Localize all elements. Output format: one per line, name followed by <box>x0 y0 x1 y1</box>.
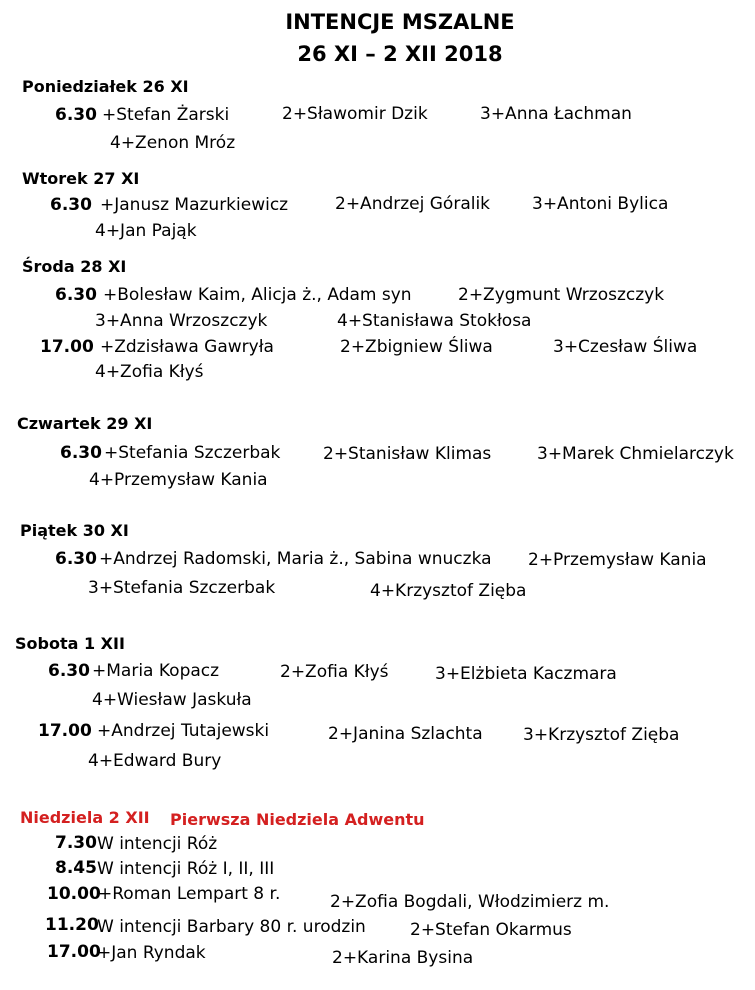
intention: 3+Anna Łachman <box>480 104 632 124</box>
intention: +Bolesław Kaim, Alicja ż., Adam syn <box>103 285 412 305</box>
intention: 2+Janina Szlachta <box>328 724 483 744</box>
day-heading-thursday: Czwartek 29 XI <box>17 414 153 433</box>
mass-time: 17.00 <box>38 721 92 741</box>
intention: 2+Sławomir Dzik <box>282 104 428 124</box>
day-heading-saturday: Sobota 1 XII <box>15 634 125 653</box>
day-heading-tuesday: Wtorek 27 XI <box>22 169 140 188</box>
intention: +Maria Kopacz <box>92 661 220 681</box>
mass-time: 6.30 <box>55 105 97 125</box>
intention: +Roman Lempart 8 r. <box>98 884 281 904</box>
mass-time: 10.00 <box>47 884 101 904</box>
day-heading-wednesday: Środa 28 XI <box>22 257 127 276</box>
intention: 2+Zofia Bogdali, Włodzimierz m. <box>330 892 610 912</box>
intention: 3+Marek Chmielarczyk <box>537 444 734 464</box>
intention: 2+Zygmunt Wrzoszczyk <box>458 285 665 305</box>
intention: 3+Krzysztof Zięba <box>523 725 680 745</box>
intention: 4+Krzysztof Zięba <box>370 581 527 601</box>
mass-time: 11.20 <box>45 915 99 935</box>
intention: W intencji Róż I, II, III <box>97 859 275 879</box>
day-heading-monday: Poniedziałek 26 XI <box>22 77 189 96</box>
intention: 4+Zenon Mróz <box>110 133 236 153</box>
page-title: INTENCJE MSZALNE <box>285 10 515 34</box>
intention: +Stefan Żarski <box>102 105 230 125</box>
intention: +Janusz Mazurkiewicz <box>100 195 289 215</box>
mass-time: 17.00 <box>40 337 94 357</box>
intention: 2+Andrzej Góralik <box>335 194 491 214</box>
mass-time: 6.30 <box>60 443 102 463</box>
intention: 3+Elżbieta Kaczmara <box>435 664 617 684</box>
intention: +Zdzisława Gawryła <box>100 337 274 357</box>
intention: 3+Anna Wrzoszczyk <box>95 311 268 331</box>
intention: 4+Przemysław Kania <box>89 470 268 490</box>
intention: W intencji Róż <box>97 834 218 854</box>
intention: +Andrzej Radomski, Maria ż., Sabina wnuczka <box>99 549 492 569</box>
mass-time: 17.00 <box>47 942 101 962</box>
intention: 4+Wiesław Jaskuła <box>92 690 252 710</box>
mass-time: 7.30 <box>55 833 97 853</box>
intention: 3+Stefania Szczerbak <box>88 578 276 598</box>
intention: 2+Zbigniew Śliwa <box>340 337 493 357</box>
mass-time: 8.45 <box>55 858 97 878</box>
intention: W intencji Barbary 80 r. urodzin <box>97 917 366 937</box>
day-heading-sunday: Niedziela 2 XII <box>20 808 150 827</box>
intention: 4+Jan Pająk <box>95 221 197 241</box>
intention: 4+Edward Bury <box>88 751 222 771</box>
intention: 2+Zofia Kłyś <box>280 662 389 682</box>
intention: +Stefania Szczerbak <box>104 443 281 463</box>
sunday-subtitle: Pierwsza Niedziela Adwentu <box>170 810 425 829</box>
intention: 2+Stanisław Klimas <box>323 444 492 464</box>
intention: 2+Karina Bysina <box>332 948 474 968</box>
intention: +Jan Ryndak <box>97 943 206 963</box>
intention: 2+Przemysław Kania <box>528 550 707 570</box>
mass-time: 6.30 <box>55 549 97 569</box>
mass-time: 6.30 <box>48 661 90 681</box>
mass-time: 6.30 <box>55 285 97 305</box>
day-heading-friday: Piątek 30 XI <box>20 521 129 540</box>
intention: 4+Zofia Kłyś <box>95 362 204 382</box>
intention: 3+Czesław Śliwa <box>553 337 698 357</box>
page-subtitle-dates: 26 XI – 2 XII 2018 <box>297 42 503 66</box>
intention: 2+Stefan Okarmus <box>410 920 572 940</box>
mass-time: 6.30 <box>50 195 92 215</box>
intention: 4+Stanisława Stokłosa <box>337 311 532 331</box>
intention: 3+Antoni Bylica <box>532 194 669 214</box>
intention: +Andrzej Tutajewski <box>97 721 270 741</box>
